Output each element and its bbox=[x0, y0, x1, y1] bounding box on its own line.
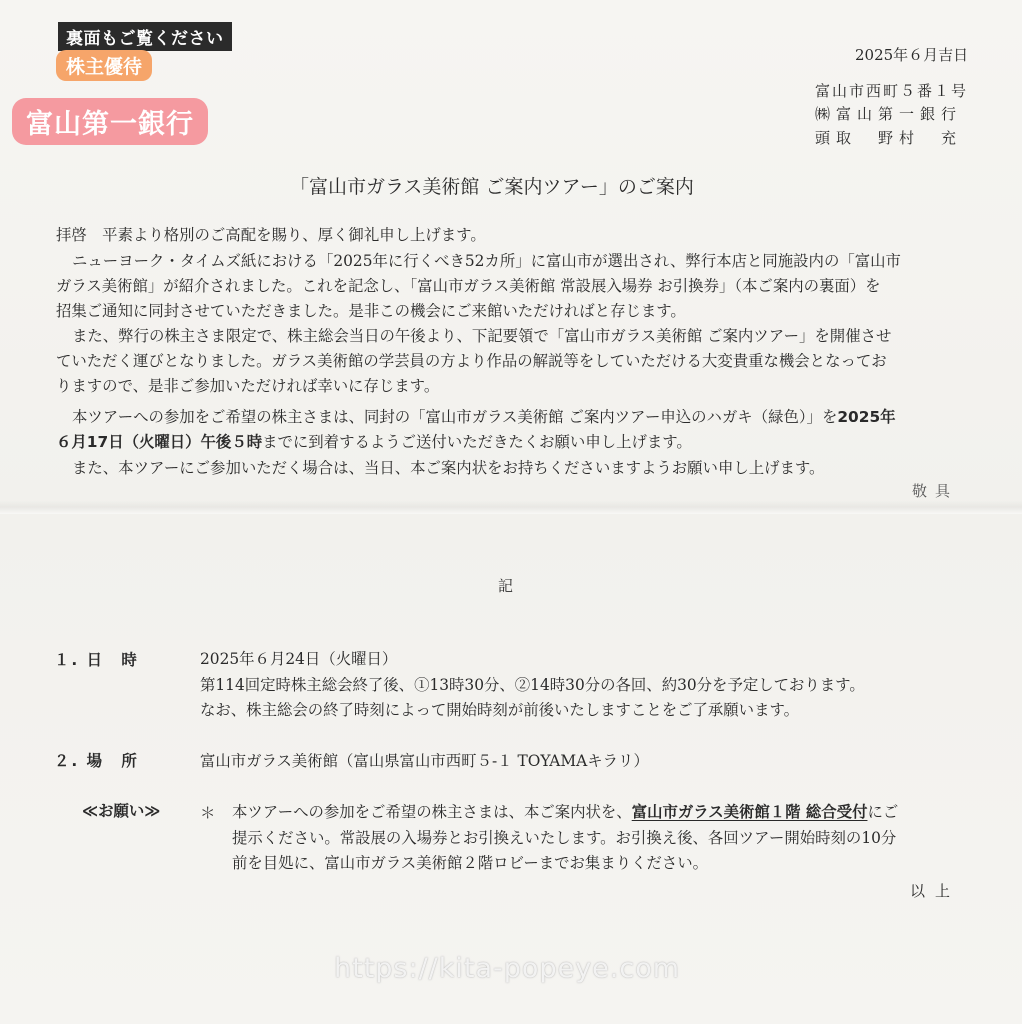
request-line-1-text: 本ツアーへの参加をご希望の株主さまは、本ご案内状を、 bbox=[232, 803, 632, 821]
body-line-5: また、弊行の株主さま限定で、株主総会当日の午後より、下記要領で「富山市ガラス美術館 ご案内ツアー」を開催させ bbox=[72, 327, 892, 345]
body-line-9-text: までに到着するようご送付いただきたくお願い申し上げます。 bbox=[262, 433, 692, 451]
date-label: １. 日 時 bbox=[54, 651, 139, 669]
place-value: 富山市ガラス美術館（富山県富山市西町５-１ TOYAMAキラリ） bbox=[200, 752, 649, 770]
place-label: ２. 場 所 bbox=[54, 752, 139, 770]
body-line-3: ガラス美術館」が紹介されました。これを記念し、「富山市ガラス美術館 常設展入場券 お引換券」（本ご案内の裏面）を bbox=[56, 277, 881, 295]
site-watermark: https://kita-popeye.com bbox=[334, 953, 681, 984]
closing-ijou: 以上 bbox=[910, 882, 961, 900]
request-label: ≪お願い≫ bbox=[82, 802, 161, 820]
body-line-8-text: 本ツアーへの参加をご希望の株主さまは、同封の「富山市ガラス美術館 ご案内ツアー申込のハガキ（緑色）」を bbox=[72, 408, 838, 426]
body-line-7: りますので、是非ご参加いただければ幸いに存じます。 bbox=[56, 377, 440, 395]
bank-company-name: ㈱富山第一銀行 bbox=[815, 105, 963, 123]
request-line-3: 前を目処に、富山市ガラス美術館２階ロビーまでお集まりください。 bbox=[232, 854, 709, 872]
request-mark: ＊ bbox=[200, 804, 216, 822]
body-line-6: ていただく運びとなりました。ガラス美術館の学芸員の方より作品の解説等をしていただける大変貴重な機会となってお bbox=[56, 352, 887, 370]
body-line-1: 拝啓 平素より格別のご高配を賜り、厚く御礼申し上げます。 bbox=[56, 226, 486, 244]
deadline-date: ６月17日（火曜日）午後５時 bbox=[56, 433, 263, 451]
body-line-8 bbox=[72, 405, 896, 427]
paper-fold bbox=[0, 500, 1022, 514]
issue-date: 2025年６月吉日 bbox=[855, 46, 969, 64]
bank-president: 頭取 野村 充 bbox=[815, 129, 963, 147]
deadline-year: 2025年 bbox=[837, 408, 896, 426]
request-line-1 bbox=[232, 800, 898, 822]
body-line-2: ニューヨーク・タイムズ紙における「2025年に行くべき52カ所」に富山市が選出され、弊行本店と同施設内の「富山市 bbox=[72, 252, 901, 270]
date-detail-1: 第114回定時株主総会終了後、①13時30分、②14時30分の各回、約30分を予定しております。 bbox=[200, 676, 865, 694]
date-detail-2: なお、株主総会の終了時刻によって開始時刻が前後いたしますことをご了承願います。 bbox=[200, 701, 800, 719]
bank-name-badge: 富山第一銀行 bbox=[12, 98, 208, 145]
body-line-9 bbox=[56, 430, 692, 452]
body-line-10: また、本ツアーにご参加いただく場合は、当日、本ご案内状をお持ちくださいますようお願い申し上げます。 bbox=[72, 459, 825, 477]
page-title: 「富山市ガラス美術館 ご案内ツアー」のご案内 bbox=[290, 176, 694, 198]
request-line-2: 提示ください。常設展の入場券とお引換えいたします。お引換え後、各回ツアー開始時刻の10分 bbox=[232, 829, 897, 847]
request-line-1-tail: にご bbox=[867, 803, 899, 821]
closing-keigu: 敬具 bbox=[912, 482, 959, 500]
body-line-4: 招集ご通知に同封させていただきました。是非この機会にご来館いただければと存じます。 bbox=[56, 302, 686, 320]
reverse-note-badge: 裏面もご覧ください bbox=[58, 22, 232, 51]
yutai-badge: 株主優待 bbox=[56, 50, 152, 81]
reception-location: 富山市ガラス美術館１階 総合受付 bbox=[631, 803, 868, 821]
ki-heading: 記 bbox=[498, 577, 514, 595]
date-value: 2025年６月24日（火曜日） bbox=[200, 650, 398, 668]
bank-address: 富山市西町５番１号 bbox=[815, 82, 969, 100]
